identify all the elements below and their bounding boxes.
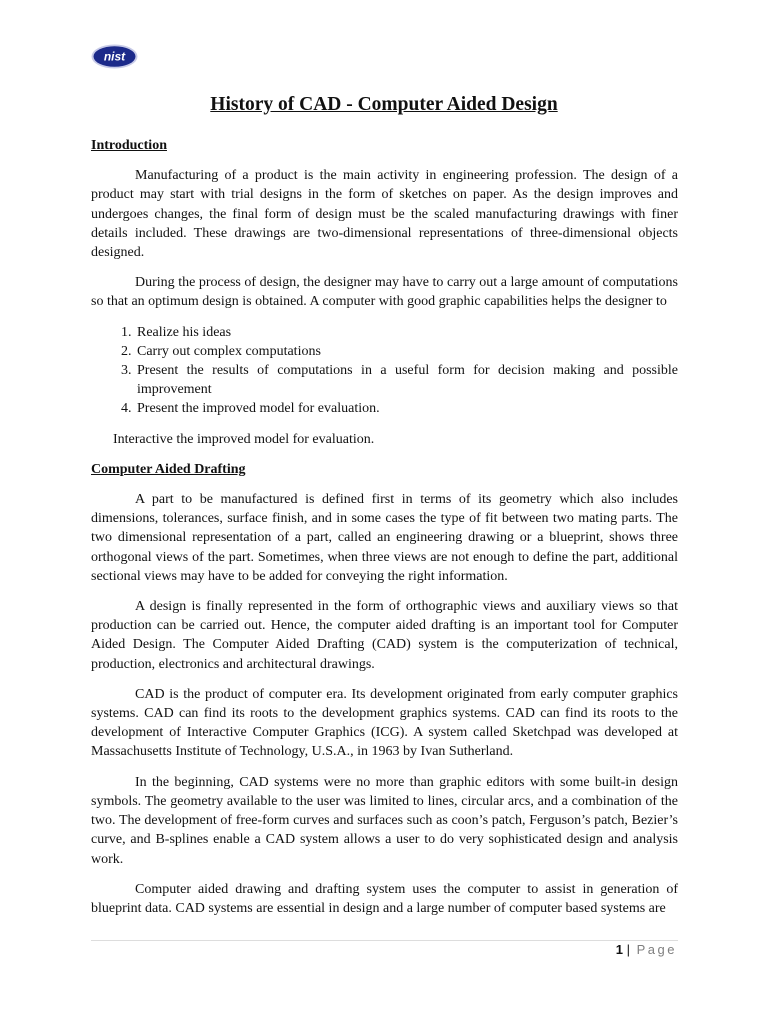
paragraph: A part to be manufactured is defined first in terms of its geometry which also includes dimensions, tolerances, surface finish, and in some cases the type of fit between two mating parts. The two dimensional representation of a part, called an engineering drawing or a blueprint, shows three orthogonal views of the part. Sometimes, when three views are not enough to define the part, additional sectional views may have to be added for conveying the right information. xyxy=(91,492,678,584)
paragraph: In the beginning, CAD systems were no more than graphic editors with some built-in design symbols. The geometry available to the user was limited to lines, circular arcs, and a combination of the two. The development of free-form curves and surfaces such as coon’s patch, Ferguson’s patch, Bezier’s curve, and B-splines enable a CAD system allows a user to do very sophisticated design and analysis work. xyxy=(91,774,678,867)
list-item: 2. Carry out complex computations xyxy=(135,342,678,361)
capabilities-list xyxy=(91,323,678,419)
page-footer xyxy=(616,942,677,957)
paragraph: Manufacturing of a product is the main activity in engineering profession. The design of a product may start with trial designs in the form of sketches on paper. As the design improves and undergoes changes, the final form of design must be the scaled manufacturing drawings with finer details included. These drawings are two-dimensional representations of three-dimensional objects designed. xyxy=(91,168,678,261)
paragraph: Interactive the improved model for evaluation. xyxy=(113,431,375,447)
logo-text: nist xyxy=(103,49,126,64)
section-heading-introduction: Introduction xyxy=(91,138,167,153)
list-item: 3. Present the results of computations in a useful form for decision making and possible improvement xyxy=(135,361,678,399)
paragraph: CAD is the product of computer era. Its development originated from early computer graphics systems. CAD can find its roots to the development graphics systems. CAD can find its roots to the development of Interactive Computer Graphics (ICG). A system called Sketchpad was developed at Massachusetts Institute of Technology, U.S.A., in 1963 by Ivan Sutherland. xyxy=(91,686,678,760)
page-title: History of CAD - Computer Aided Design xyxy=(210,94,558,115)
paragraph: A design is finally represented in the form of orthographic views and auxiliary views so that production can be carried out. Hence, the computer aided drafting is an important tool for Computer Aided Design. The Computer Aided Drafting (CAD) system is the computerization of technical, production, electronics and architectural drawings. xyxy=(91,599,678,672)
footer-separator: | xyxy=(626,942,630,957)
list-item: 4. Present the improved model for evaluation. xyxy=(135,399,678,418)
page-label: Page xyxy=(636,942,677,957)
paragraph: During the process of design, the designer may have to carry out a large amount of computations so that an optimum design is obtained. A computer with good graphic capabilities helps the designer to xyxy=(91,275,678,310)
paragraph: Computer aided drawing and drafting system uses the computer to assist in generation of blueprint data. CAD systems are essential in design and a large number of computer based systems are xyxy=(91,881,678,916)
document-body xyxy=(91,136,678,929)
section-heading-drafting: Computer Aided Drafting xyxy=(91,461,246,477)
page-number: 1 xyxy=(615,942,623,957)
list-item: 1. Realize his ideas xyxy=(135,323,678,342)
nist-logo xyxy=(91,44,138,69)
footer-divider xyxy=(91,940,678,941)
